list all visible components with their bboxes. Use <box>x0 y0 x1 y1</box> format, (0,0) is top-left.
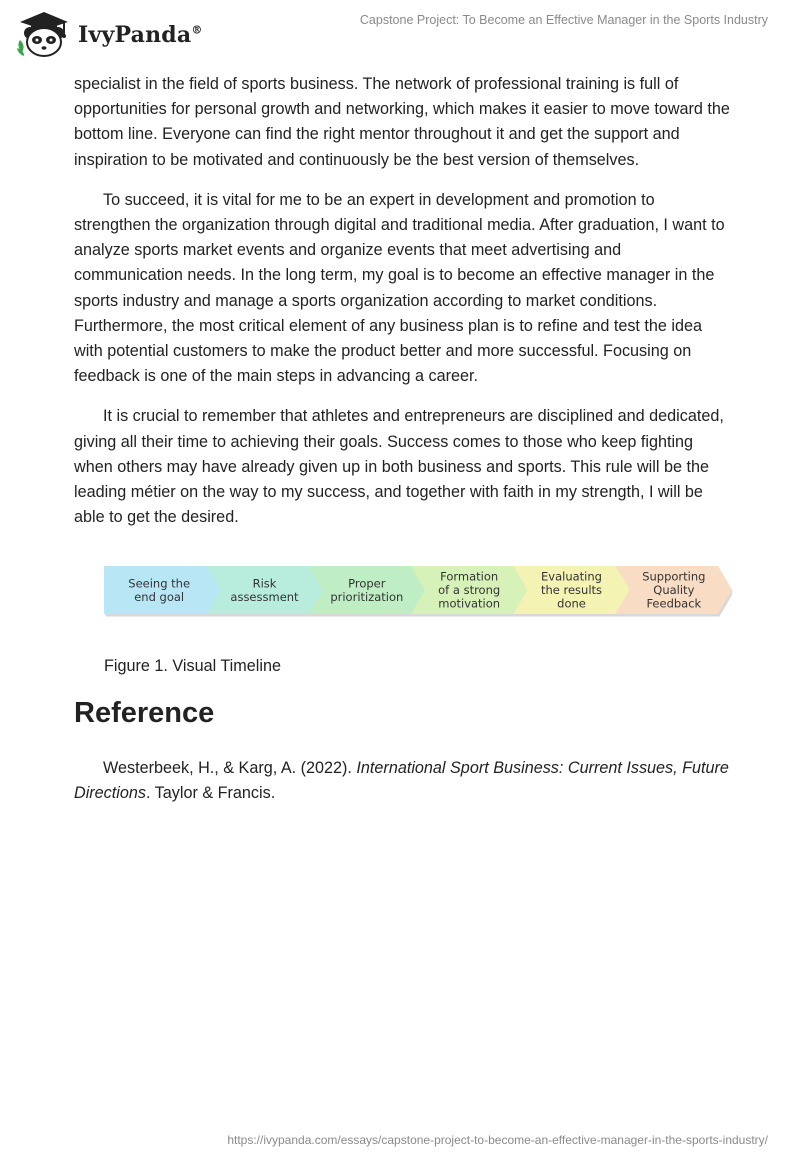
panda-graduate-icon <box>14 8 74 60</box>
page-header <box>0 0 800 70</box>
ivypanda-logo[interactable] <box>14 8 204 60</box>
essay-body <box>74 72 734 545</box>
reference-publisher: . Taylor & Francis. <box>145 784 276 803</box>
source-url-link[interactable]: https://ivypanda.com/essays/capstone-project-to-become-an-effective-manager-in-the-sports-industry/ <box>227 1133 768 1147</box>
timeline-step-label: Formation of a strong motivation <box>438 569 501 611</box>
body-paragraph: It is crucial to remember that athletes and entrepreneurs are disciplined and dedicated, giving all their time to achieving their goals. Success comes to those who keep fighting when others may have already given up in both business and sports. This rule will be the leading métier on the way to my success, and together with faith in my strength, I will be able to get the desired. <box>74 407 724 527</box>
body-paragraph: specialist in the field of sports business. The network of professional training is full of opportunities for personal growth and networking, which makes it easier to move toward the bottom line. Everyone can find the right mentor throughout it and get the support and inspiration to be motivated and continuously be the best version of themselves. <box>74 75 730 169</box>
logo-wordmark: IvyPanda® <box>78 22 203 48</box>
document-title: Capstone Project: To Become an Effective Manager in the Sports Industry <box>359 13 768 27</box>
reference-authors: Westerbeek, H., & Karg, A. (2022). <box>103 759 357 777</box>
reference-entry <box>74 756 734 806</box>
figure-caption: Figure 1. Visual Timeline <box>104 657 281 675</box>
timeline-step-label: Proper prioritization <box>330 576 404 604</box>
visual-timeline-figure <box>104 562 732 618</box>
timeline-step-label: Risk assessment <box>230 576 299 604</box>
timeline-step-label: Seeing the end goal <box>128 576 191 604</box>
timeline-step-label: Supporting Quality Feedback <box>642 569 706 611</box>
body-paragraph: To succeed, it is vital for me to be an expert in development and promotion to strengthen the organization through digital and traditional media. After graduation, I want to analyze sports market events and organize events that meet advertising and communication needs. In the long term, my goal is to become an effective manager in the sports industry and manage a sports organization according to market conditions. Furthermore, the most critical element of any business plan is to refine and test the idea with potential customers to make the product better and more successful. Focusing on feedback is one of the main steps in advancing a career. <box>74 190 725 386</box>
timeline-step-label: Evaluating the results done <box>540 569 603 611</box>
reference-heading: Reference <box>74 697 215 729</box>
reference-title: International Sport Business: Current Issues, Future Directions <box>74 759 729 803</box>
